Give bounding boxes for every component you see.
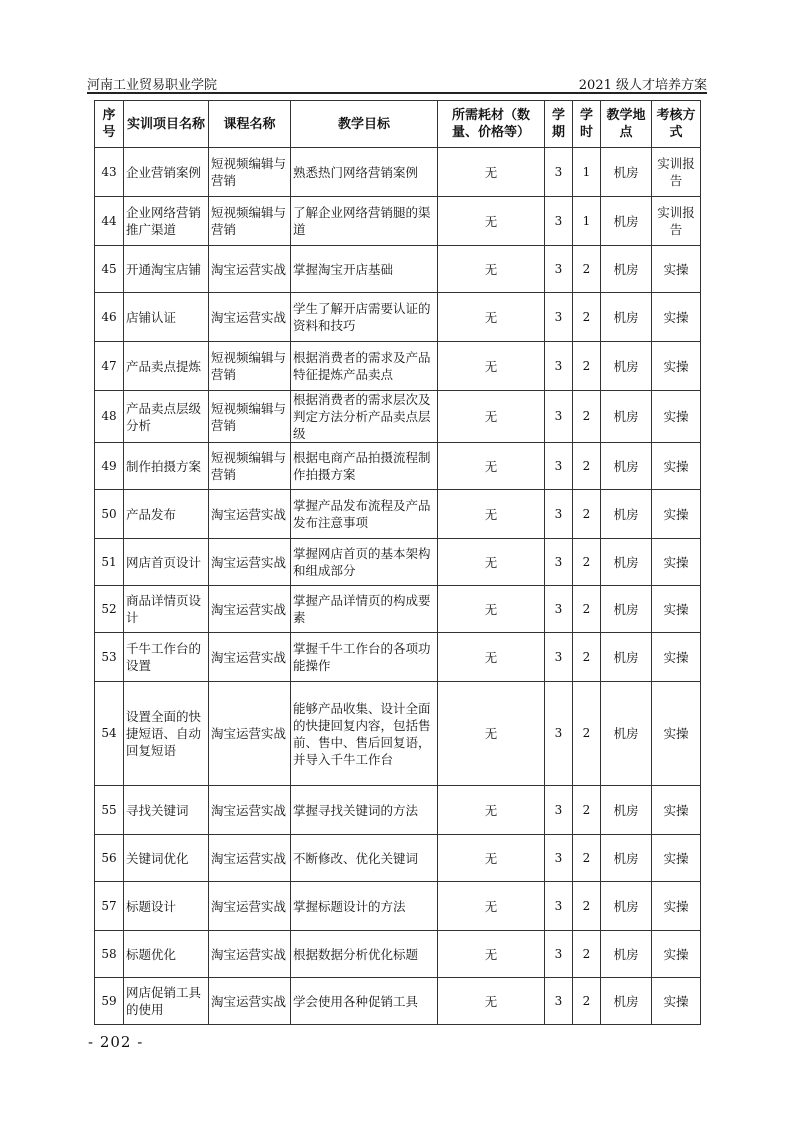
cell-project: 千牛工作台的设置 [124, 633, 209, 682]
header-assess: 考核方式 [652, 101, 701, 148]
cell-place: 机房 [601, 490, 652, 539]
cell-no: 52 [95, 586, 124, 633]
cell-hours: 2 [573, 342, 601, 391]
cell-materials: 无 [438, 682, 545, 786]
cell-place: 机房 [601, 835, 652, 882]
cell-assess: 实操 [652, 835, 701, 882]
cell-no: 55 [95, 786, 124, 835]
cell-place: 机房 [601, 586, 652, 633]
cell-no: 58 [95, 931, 124, 978]
cell-place: 机房 [601, 786, 652, 835]
cell-term: 3 [545, 539, 573, 586]
table-row [95, 490, 701, 539]
cell-assess: 实操 [652, 882, 701, 931]
cell-materials: 无 [438, 342, 545, 391]
header-course: 课程名称 [209, 101, 291, 148]
cell-no: 51 [95, 539, 124, 586]
cell-course: 淘宝运营实战 [209, 786, 291, 835]
cell-place: 机房 [601, 148, 652, 197]
cell-materials: 无 [438, 148, 545, 197]
table-row [95, 882, 701, 931]
cell-course: 淘宝运营实战 [209, 490, 291, 539]
cell-goal: 了解企业网络营销腿的渠道 [291, 197, 438, 246]
cell-hours: 2 [573, 931, 601, 978]
table-row [95, 978, 701, 1025]
cell-term: 3 [545, 148, 573, 197]
page-number: - 202 - [88, 1033, 144, 1051]
cell-assess: 实训报告 [652, 148, 701, 197]
cell-materials: 无 [438, 633, 545, 682]
cell-term: 3 [545, 682, 573, 786]
cell-hours: 1 [573, 148, 601, 197]
cell-hours: 2 [573, 978, 601, 1025]
table-row [95, 293, 701, 342]
cell-goal: 掌握产品详情页的构成要素 [291, 586, 438, 633]
cell-term: 3 [545, 786, 573, 835]
header-rule [87, 92, 707, 94]
training-table [94, 100, 701, 1025]
table-row [95, 786, 701, 835]
table-row [95, 443, 701, 490]
cell-materials: 无 [438, 197, 545, 246]
cell-course: 淘宝运营实战 [209, 835, 291, 882]
cell-goal: 掌握千牛工作台的各项功能操作 [291, 633, 438, 682]
cell-place: 机房 [601, 246, 652, 293]
cell-materials: 无 [438, 931, 545, 978]
cell-hours: 2 [573, 633, 601, 682]
cell-place: 机房 [601, 882, 652, 931]
cell-course: 淘宝运营实战 [209, 586, 291, 633]
cell-hours: 2 [573, 490, 601, 539]
cell-project: 产品卖点提炼 [124, 342, 209, 391]
cell-course: 短视频编辑与营销 [209, 342, 291, 391]
cell-course: 淘宝运营实战 [209, 539, 291, 586]
cell-course: 淘宝运营实战 [209, 978, 291, 1025]
cell-place: 机房 [601, 342, 652, 391]
cell-place: 机房 [601, 197, 652, 246]
cell-goal: 掌握寻找关键词的方法 [291, 786, 438, 835]
cell-goal: 掌握淘宝开店基础 [291, 246, 438, 293]
table-row [95, 539, 701, 586]
cell-term: 3 [545, 293, 573, 342]
cell-no: 57 [95, 882, 124, 931]
cell-project: 设置全面的快捷短语、自动回复短语 [124, 682, 209, 786]
cell-assess: 实操 [652, 586, 701, 633]
cell-goal: 掌握产品发布流程及产品发布注意事项 [291, 490, 438, 539]
cell-term: 3 [545, 931, 573, 978]
cell-materials: 无 [438, 293, 545, 342]
cell-project: 网店首页设计 [124, 539, 209, 586]
cell-term: 3 [545, 490, 573, 539]
cell-materials: 无 [438, 391, 545, 443]
institution-name: 河南工业贸易职业学院 [87, 78, 218, 93]
cell-term: 3 [545, 246, 573, 293]
table-row [95, 633, 701, 682]
cell-no: 56 [95, 835, 124, 882]
cell-assess: 实操 [652, 539, 701, 586]
cell-materials: 无 [438, 490, 545, 539]
header-term: 学期 [545, 101, 573, 148]
cell-goal: 根据数据分析优化标题 [291, 931, 438, 978]
cell-assess: 实操 [652, 443, 701, 490]
cell-project: 企业网络营销推广渠道 [124, 197, 209, 246]
cell-project: 商品详情页设计 [124, 586, 209, 633]
cell-no: 46 [95, 293, 124, 342]
cell-assess: 实训报告 [652, 197, 701, 246]
cell-course: 短视频编辑与营销 [209, 391, 291, 443]
cell-assess: 实操 [652, 931, 701, 978]
cell-goal: 根据消费者的需求及产品特征提炼产品卖点 [291, 342, 438, 391]
cell-place: 机房 [601, 539, 652, 586]
table-row [95, 246, 701, 293]
cell-hours: 2 [573, 786, 601, 835]
cell-place: 机房 [601, 633, 652, 682]
cell-project: 关键词优化 [124, 835, 209, 882]
header-no: 序号 [95, 101, 124, 148]
cell-course: 短视频编辑与营销 [209, 197, 291, 246]
cell-no: 49 [95, 443, 124, 490]
table-row [95, 197, 701, 246]
cell-materials: 无 [438, 835, 545, 882]
cell-materials: 无 [438, 586, 545, 633]
cell-hours: 1 [573, 197, 601, 246]
table-row [95, 835, 701, 882]
cell-project: 寻找关键词 [124, 786, 209, 835]
cell-goal: 学会使用各种促销工具 [291, 978, 438, 1025]
cell-materials: 无 [438, 978, 545, 1025]
cell-goal: 掌握标题设计的方法 [291, 882, 438, 931]
cell-project: 开通淘宝店铺 [124, 246, 209, 293]
cell-term: 3 [545, 835, 573, 882]
cell-hours: 2 [573, 246, 601, 293]
cell-materials: 无 [438, 443, 545, 490]
table-header-row [95, 101, 701, 148]
cell-assess: 实操 [652, 246, 701, 293]
cell-goal: 根据消费者的需求层次及判定方法分析产品卖点层级 [291, 391, 438, 443]
cell-goal: 掌握网店首页的基本架构和组成部分 [291, 539, 438, 586]
cell-goal: 熟悉热门网络营销案例 [291, 148, 438, 197]
cell-course: 淘宝运营实战 [209, 882, 291, 931]
cell-course: 淘宝运营实战 [209, 931, 291, 978]
table-row [95, 391, 701, 443]
cell-materials: 无 [438, 882, 545, 931]
cell-goal: 学生了解开店需要认证的资料和技巧 [291, 293, 438, 342]
cell-project: 企业营销案例 [124, 148, 209, 197]
cell-assess: 实操 [652, 490, 701, 539]
cell-assess: 实操 [652, 682, 701, 786]
cell-materials: 无 [438, 786, 545, 835]
cell-term: 3 [545, 197, 573, 246]
cell-no: 54 [95, 682, 124, 786]
cell-assess: 实操 [652, 391, 701, 443]
cell-course: 淘宝运营实战 [209, 246, 291, 293]
cell-course: 淘宝运营实战 [209, 682, 291, 786]
cell-goal: 不断修改、优化关键词 [291, 835, 438, 882]
header-place: 教学地点 [601, 101, 652, 148]
cell-term: 3 [545, 443, 573, 490]
cell-no: 53 [95, 633, 124, 682]
cell-project: 店铺认证 [124, 293, 209, 342]
cell-course: 淘宝运营实战 [209, 633, 291, 682]
cell-materials: 无 [438, 246, 545, 293]
page-header [87, 74, 707, 94]
cell-no: 59 [95, 978, 124, 1025]
cell-project: 标题设计 [124, 882, 209, 931]
cell-course: 淘宝运营实战 [209, 293, 291, 342]
cell-place: 机房 [601, 682, 652, 786]
cell-assess: 实操 [652, 786, 701, 835]
cell-hours: 2 [573, 293, 601, 342]
cell-place: 机房 [601, 391, 652, 443]
cell-place: 机房 [601, 443, 652, 490]
cell-assess: 实操 [652, 293, 701, 342]
cell-term: 3 [545, 342, 573, 391]
cell-hours: 2 [573, 882, 601, 931]
cell-project: 网店促销工具的使用 [124, 978, 209, 1025]
cell-no: 43 [95, 148, 124, 197]
cell-no: 47 [95, 342, 124, 391]
cell-place: 机房 [601, 978, 652, 1025]
table-row [95, 586, 701, 633]
cell-term: 3 [545, 882, 573, 931]
table-row [95, 682, 701, 786]
header-project: 实训项目名称 [124, 101, 209, 148]
cell-hours: 2 [573, 391, 601, 443]
cell-assess: 实操 [652, 978, 701, 1025]
header-hours: 学时 [573, 101, 601, 148]
cell-place: 机房 [601, 293, 652, 342]
cell-place: 机房 [601, 931, 652, 978]
header-goal: 教学目标 [291, 101, 438, 148]
cell-hours: 2 [573, 682, 601, 786]
cell-project: 产品发布 [124, 490, 209, 539]
cell-no: 50 [95, 490, 124, 539]
cell-goal: 能够产品收集、设计全面的快捷回复内容，包括售前、售中、售后回复语，并导入千牛工作台 [291, 682, 438, 786]
header-materials: 所需耗材（数量、价格等） [438, 101, 545, 148]
cell-assess: 实操 [652, 633, 701, 682]
cell-no: 45 [95, 246, 124, 293]
cell-project: 产品卖点层级分析 [124, 391, 209, 443]
cell-project: 制作拍摄方案 [124, 443, 209, 490]
cell-hours: 2 [573, 539, 601, 586]
cell-course: 短视频编辑与营销 [209, 148, 291, 197]
cell-hours: 2 [573, 443, 601, 490]
table-row [95, 342, 701, 391]
cell-no: 48 [95, 391, 124, 443]
document-title: 2021 级人才培养方案 [578, 78, 707, 93]
cell-term: 3 [545, 633, 573, 682]
table-row [95, 931, 701, 978]
cell-term: 3 [545, 978, 573, 1025]
cell-term: 3 [545, 586, 573, 633]
cell-hours: 2 [573, 835, 601, 882]
cell-term: 3 [545, 391, 573, 443]
table-row [95, 148, 701, 197]
cell-materials: 无 [438, 539, 545, 586]
cell-assess: 实操 [652, 342, 701, 391]
cell-hours: 2 [573, 586, 601, 633]
cell-goal: 根据电商产品拍摄流程制作拍摄方案 [291, 443, 438, 490]
cell-course: 短视频编辑与营销 [209, 443, 291, 490]
cell-project: 标题优化 [124, 931, 209, 978]
cell-no: 44 [95, 197, 124, 246]
